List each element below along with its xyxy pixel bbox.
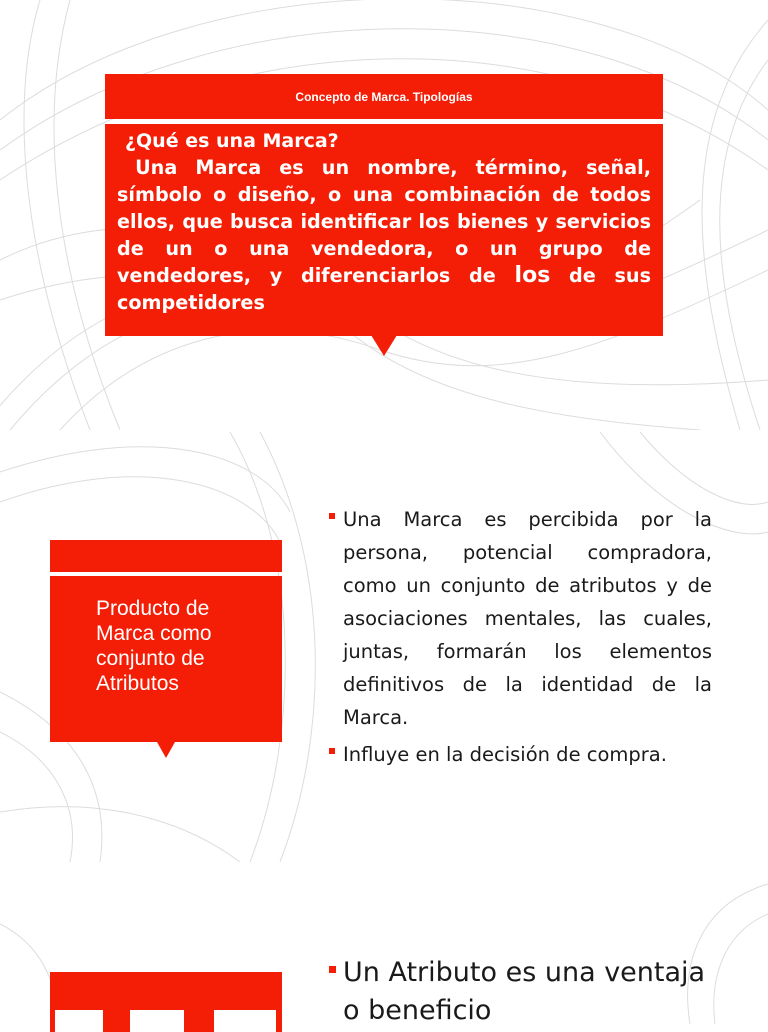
bullet-square-icon <box>329 748 335 754</box>
bullet-square-icon <box>329 966 336 973</box>
bullet-text: Una Marca es percibida por la persona, potencial compradora, como un conjunto de atributos y de asociaciones mentales, las cuales, juntas, formarán los elementos definitivos de la identidad de la Marca. <box>343 508 712 729</box>
bullet-text: Un Atributo es una ventaja o beneficio <box>343 957 706 1026</box>
bullet-list <box>328 503 712 771</box>
list-item <box>328 503 712 734</box>
definition-part-1: Una Marca es un nombre, término, señal, símbolo o diseño, o una combinación de todos ellos, que busca identificar los bienes y servicios de un o una vendedora, o un grupo de vendedores, y diferenciarlos de <box>117 156 651 287</box>
section-title-box: Producto de Marca como conjunto de Atributos <box>50 576 282 742</box>
definition-emphasis: los <box>514 263 551 288</box>
question-heading: ¿Qué es una Marca? <box>125 130 339 152</box>
list-item <box>328 954 728 1030</box>
slide-title: Concepto de Marca. Tipologías <box>105 74 663 119</box>
definition-callout <box>105 124 663 336</box>
bullet-list <box>328 954 728 1030</box>
bullet-text: Influye en la decisión de compra. <box>343 743 667 766</box>
callout-pointer <box>371 335 397 356</box>
section-title-pointer <box>157 742 175 758</box>
slide-1 <box>0 0 768 430</box>
list-item <box>328 738 712 771</box>
title-accent-bar <box>50 540 282 572</box>
bullet-square-icon <box>329 513 335 519</box>
definition-part-2: de sus competidores <box>117 264 652 314</box>
section-title-box <box>50 972 282 1032</box>
definition-text <box>117 154 651 316</box>
cropped-title-letters <box>50 972 282 1032</box>
